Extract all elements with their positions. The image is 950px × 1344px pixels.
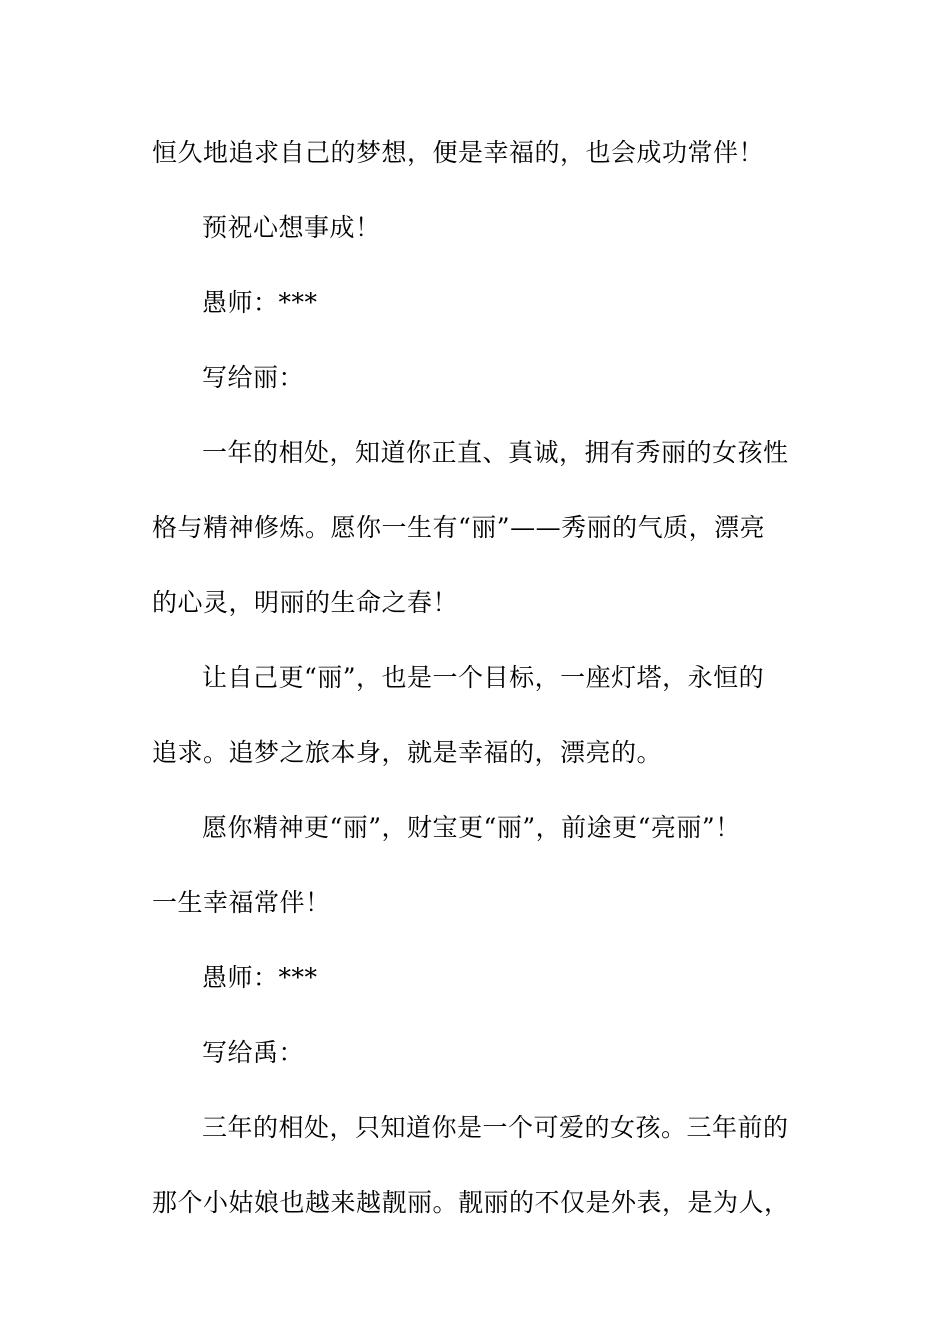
salutation-line: 写给丽： [202, 363, 305, 392]
text-line: 那个小姑娘也越来越靓丽。靓丽的不仅是外表，是为人， [152, 1188, 790, 1217]
text-line: 愿你精神更“丽”，财宝更“丽”，前途更“亮丽”！ [202, 813, 741, 842]
text-line: 预祝心想事成！ [202, 213, 381, 242]
text-line: 一年的相处，知道你正直、真诚，拥有秀丽的女孩性 [202, 438, 789, 467]
text-line: 一生幸福常伴！ [152, 888, 331, 917]
text-line: 的心灵，明丽的生命之春！ [152, 588, 459, 617]
salutation-line: 写给禹： [202, 1038, 305, 1067]
signature-line: 愚师：*** [202, 963, 318, 992]
signature-line: 愚师：*** [202, 288, 318, 317]
text-line: 追求。追梦之旅本身，就是幸福的，漂亮的。 [152, 738, 663, 767]
text-line: 三年的相处，只知道你是一个可爱的女孩。三年前的 [202, 1113, 789, 1142]
text-line: 让自己更“丽”，也是一个目标，一座灯塔，永恒的 [202, 663, 765, 692]
text-line: 恒久地追求自己的梦想，便是幸福的，也会成功常伴！ [152, 138, 765, 167]
text-line: 格与精神修炼。愿你一生有“丽”——秀丽的气质，漂亮 [152, 513, 766, 542]
